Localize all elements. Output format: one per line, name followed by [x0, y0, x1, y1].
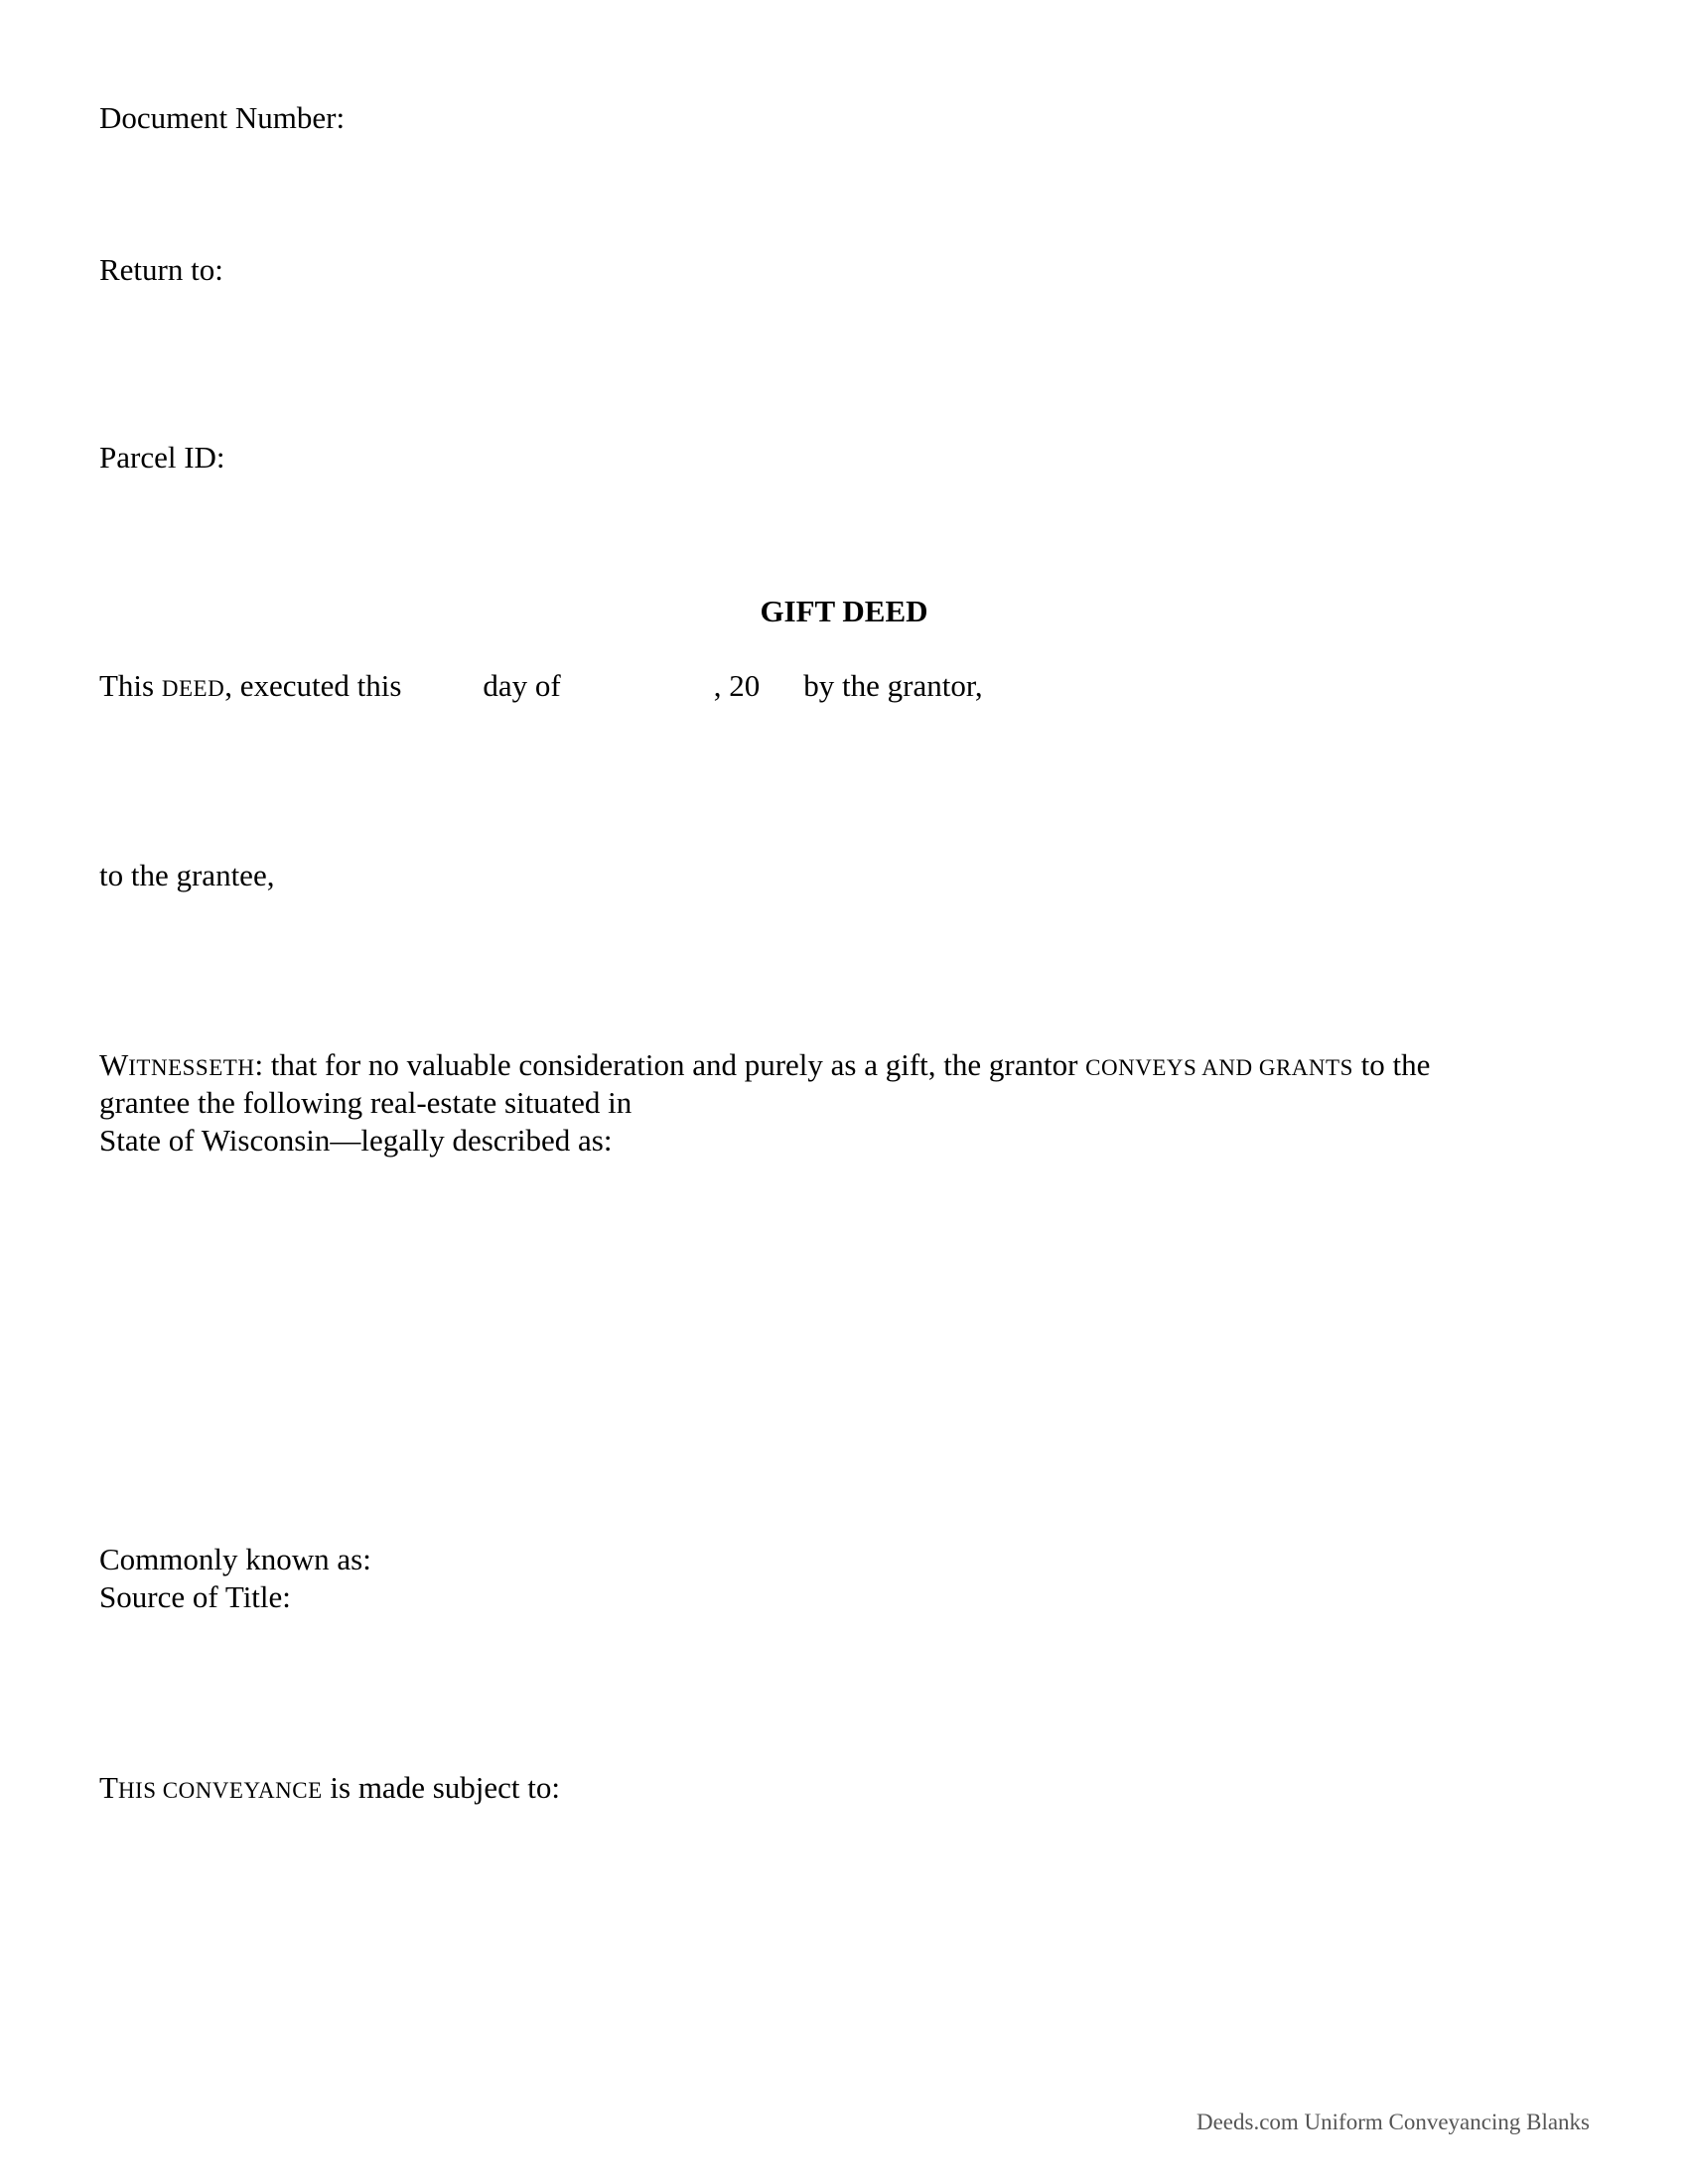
- parcel-id-label: Parcel ID:: [99, 440, 225, 475]
- commonly-known-label: Commonly known as:: [99, 1542, 371, 1576]
- this-text: This: [99, 668, 162, 703]
- document-number-label: Document Number:: [99, 100, 346, 135]
- conveyance-word: CONVEYANCE: [156, 1778, 323, 1803]
- execution-line: [99, 667, 983, 708]
- document-title: GIFT DEED: [760, 594, 928, 628]
- this-initial: T: [99, 1770, 118, 1805]
- this-rest: HIS: [117, 1778, 157, 1803]
- executed-this-text: , executed this: [224, 668, 402, 703]
- footer-text: Deeds.com Uniform Conveyancing Blanks: [1196, 2110, 1590, 2134]
- return-to-label: Return to:: [99, 252, 223, 287]
- grantee-label: to the grantee,: [99, 858, 275, 892]
- by-grantor-text: by the grantor,: [803, 668, 983, 703]
- witnesseth-initial: W: [99, 1047, 129, 1082]
- conveyance-line: [99, 1769, 560, 1810]
- conveys-and-grants: CONVEYS AND GRANTS: [1085, 1055, 1353, 1080]
- source-of-title-label: Source of Title:: [99, 1579, 291, 1614]
- witnesseth-line-1: [99, 1046, 1430, 1087]
- witnesseth-rest: ITNESSETH: [128, 1055, 255, 1080]
- witnesseth-line1-text: : that for no valuable consideration and purely as a gift, the grantor: [254, 1047, 1086, 1082]
- subject-to-text: is made subject to:: [322, 1770, 560, 1805]
- witnesseth-line-3: State of Wisconsin—legally described as:: [99, 1123, 613, 1158]
- year-prefix-text: , 20: [713, 668, 761, 703]
- deed-text: DEED: [161, 676, 225, 701]
- day-of-text: day of: [483, 668, 561, 703]
- witnesseth-line-2: grantee the following real-estate situated in: [99, 1085, 633, 1120]
- witnesseth-line1-end: to the: [1352, 1047, 1431, 1082]
